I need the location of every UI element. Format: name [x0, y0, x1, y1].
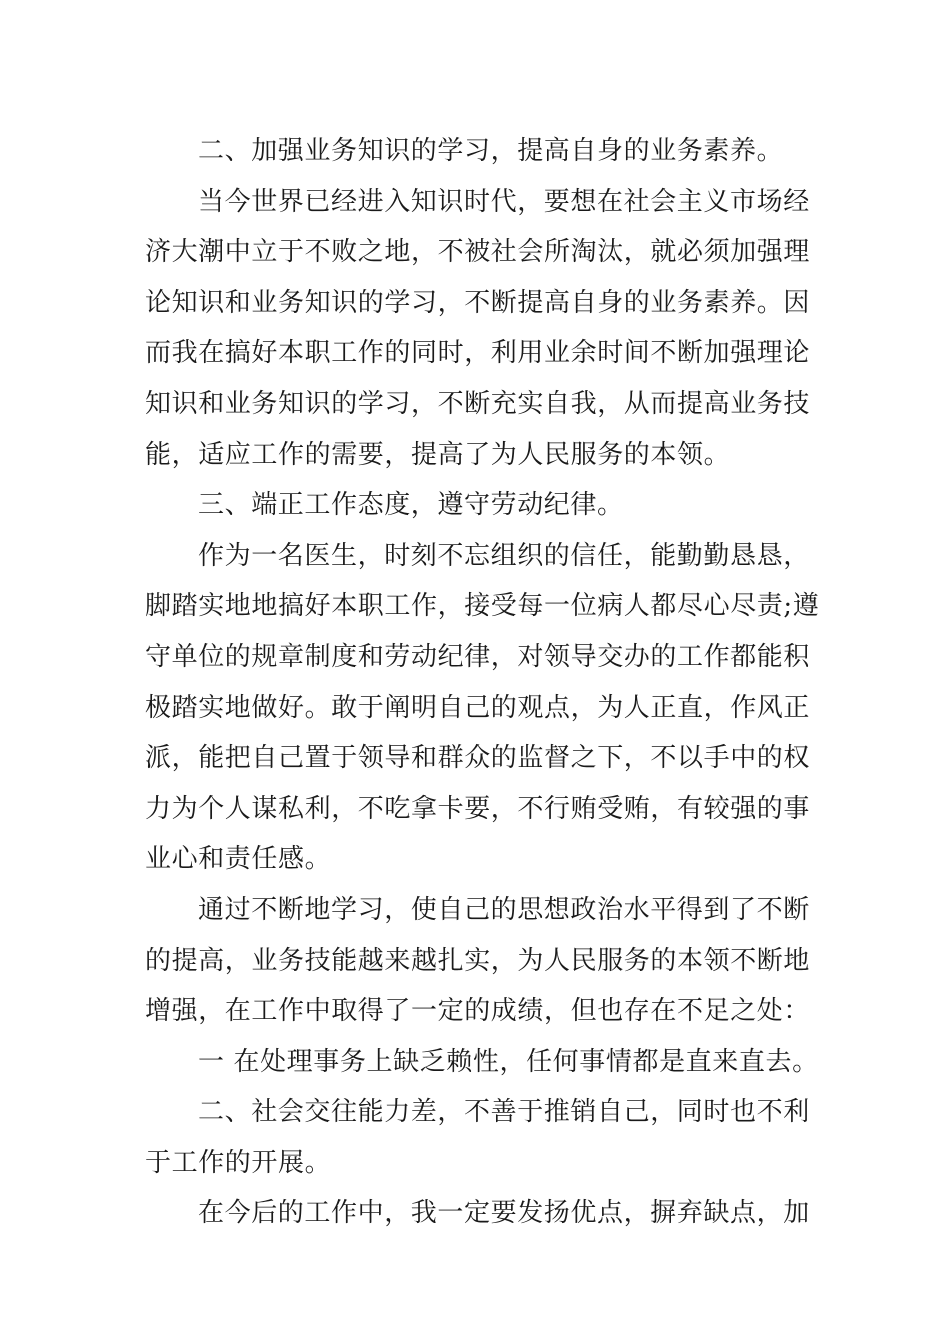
text-line: 派，能把自己置于领导和群众的监督之下，不以手中的权	[145, 743, 811, 774]
text-line: 增强，在工作中取得了一定的成绩，但也存在不足之处：	[145, 996, 811, 1027]
text-line: 二、社会交往能力差，不善于推销自己，同时也不利	[198, 1097, 810, 1128]
text-line: 三、端正工作态度，遵守劳动纪律。	[198, 490, 624, 521]
text-line: 力为个人谋私利，不吃拿卡要，不行贿受贿，有较强的事	[145, 793, 811, 824]
text-line: 的提高，业务技能越来越扎实，为人民服务的本领不断地	[145, 945, 811, 976]
text-line: 作为一名医生，时刻不忘组织的信任，能勤勤恳恳，	[198, 540, 810, 571]
text-line: 守单位的规章制度和劳动纪律，对领导交办的工作都能积	[145, 641, 811, 672]
document-body	[145, 126, 820, 1239]
text-line: 于工作的开展。	[145, 1147, 332, 1178]
text-line: 一 在处理事务上缺乏赖性，任何事情都是直来直去。	[198, 1046, 819, 1077]
text-line: 能，适应工作的需要，提高了为人民服务的本领。	[145, 439, 731, 470]
text-line: 知识和业务知识的学习，不断充实自我，从而提高业务技	[145, 388, 811, 419]
text-line: 通过不断地学习，使自己的思想政治水平得到了不断	[198, 894, 810, 925]
text-line: 论知识和业务知识的学习，不断提高自身的业务素养。因	[145, 287, 811, 318]
text-line: 脚踏实地地搞好本职工作，接受每一位病人都尽心尽责;遵	[145, 591, 820, 622]
text-line: 而我在搞好本职工作的同时，利用业余时间不断加强理论	[145, 338, 811, 369]
text-line: 极踏实地做好。敢于阐明自己的观点，为人正直，作风正	[145, 692, 811, 723]
text-line: 济大潮中立于不败之地，不被社会所淘汰，就必须加强理	[145, 237, 811, 268]
text-line: 当今世界已经进入知识时代，要想在社会主义市场经	[198, 186, 810, 217]
text-line: 业心和责任感。	[145, 844, 332, 875]
text-line: 二、加强业务知识的学习，提高自身的业务素养。	[198, 136, 784, 166]
text-line: 在今后的工作中，我一定要发扬优点，摒弃缺点，加	[198, 1198, 810, 1229]
